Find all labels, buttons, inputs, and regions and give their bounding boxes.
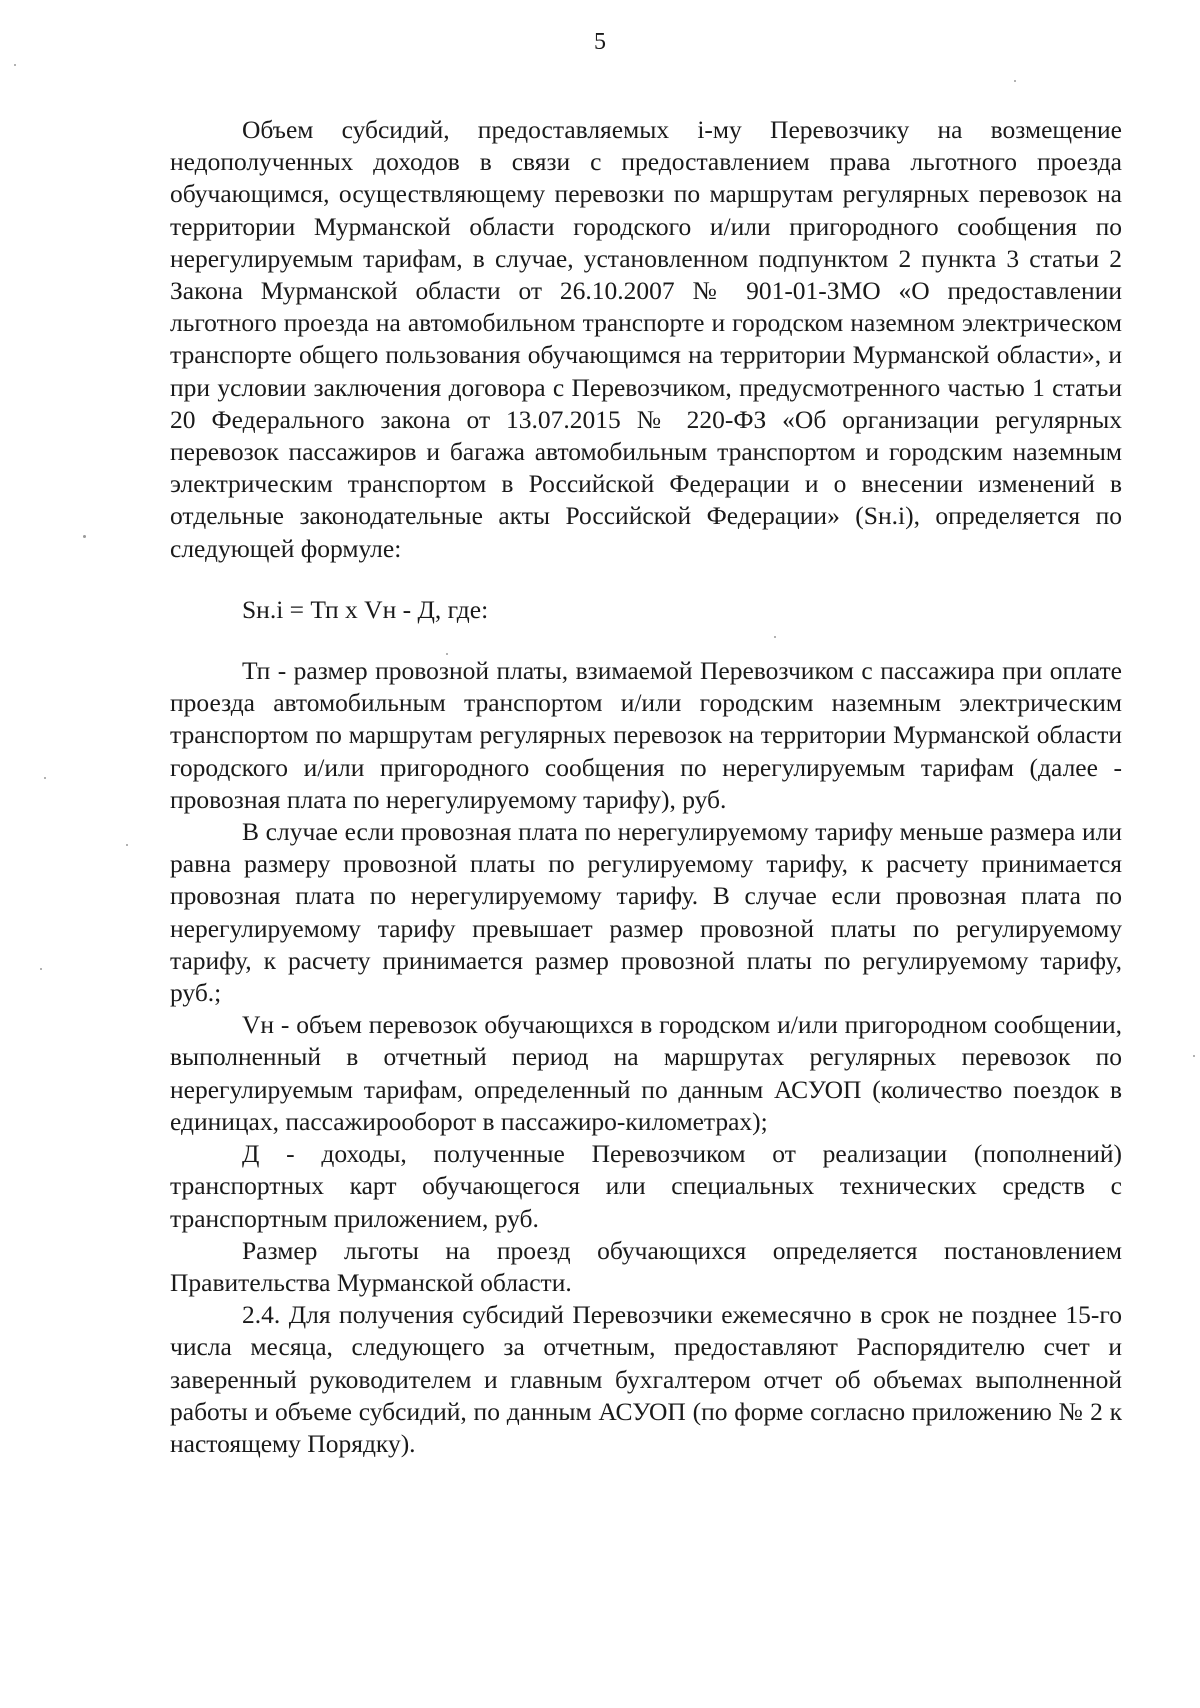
scan-speck	[83, 535, 86, 538]
paragraph-benefit-size: Размер льготы на проезд обучающихся определяется постановлением Правительства Мурманской области.	[170, 1235, 1122, 1297]
paragraph-tariff-comparison: В случае если провозная плата по нерегулируемому тарифу меньше размера или равна размеру провозной платы по регулируемому тарифу, к расчету принимается провозная плата по нерегулируемому тарифу. В случае если провозная плата по нерегулируемому тарифу превышает размер провозной платы по регулируемому тарифу, к расчету принимается размер провозной платы по регулируемому тарифу, руб.;	[170, 817, 1122, 1008]
scan-speck	[44, 777, 46, 779]
scan-speck	[446, 653, 448, 655]
document-body	[170, 114, 1122, 1460]
scan-speck	[1014, 80, 1016, 82]
paragraph-definition-vn: Vн - объем перевозок обучающихся в городском и/или пригородном сообщении, выполненный в отчетный период на маршрутах регулярных перевозок по нерегулируемым тарифам, определенный по данным АСУОП (количество поездок в единицах, пассажирооборот в пассажиро-километрах);	[170, 1010, 1122, 1136]
page-number: 5	[594, 29, 606, 55]
scan-speck	[14, 64, 16, 66]
paragraph-definition-d: Д - доходы, полученные Перевозчиком от реализации (пополнений) транспортных карт обучающегося или специальных технических средств с транспортным приложением, руб.	[170, 1139, 1122, 1233]
paragraph-subsidy-volume: Объем субсидий, предоставляемых i-му Перевозчику на возмещение недополученных доходов в связи с предоставлением права льготного проезда обучающимся, осуществляющему перевозки по маршрутам регулярных перевозок на территории Мурманской области городского и/или пригородного сообщения по нерегулируемым тарифам, в случае, установленном подпунктом 2 пункта 3 статьи 2 Закона Мурманской области от 26.10.2007 № 901-01-ЗМО «О предоставлении льготного проезда на автомобильном транспорте и городском наземном электрическом транспорте общего пользования обучающимся на территории Мурманской области», и при условии заключения договора с Перевозчиком, предусмотренного частью 1 статьи 20 Федерального закона от 13.07.2015 № 220-ФЗ «Об организации регулярных перевозок пассажиров и багажа автомобильным транспортом и городским наземным электрическим транспортом в Российской Федерации и о внесении изменений в отдельные законодательные акты Российской Федерации» (Sн.i), определяется по следующей формуле:	[170, 115, 1122, 563]
scan-speck	[774, 636, 776, 638]
scan-speck	[40, 968, 42, 970]
paragraph-clause-2-4: 2.4. Для получения субсидий Перевозчики ежемесячно в срок не позднее 15-го числа месяца, следующего за отчетным, предоставляют Распорядителю счет и заверенный руководителем и главным бухгалтером отчет об объемах выполненной работы и объеме субсидий, по данным АСУОП (по форме согласно приложению № 2 к настоящему Порядку).	[170, 1300, 1122, 1458]
formula-line: Sн.i = Тп х Vн - Д, где:	[242, 594, 489, 624]
scan-speck	[1193, 1055, 1195, 1057]
scan-speck	[126, 844, 128, 846]
paragraph-definition-tp: Тп - размер провозной платы, взимаемой Перевозчиком с пассажира при оплате проезда автомобильным транспортом и/или городским наземным электрическим транспортом по маршрутам регулярных перевозок на территории Мурманской области городского и/или пригородного сообщения по нерегулируемым тарифам (далее - провозная плата по нерегулируемому тарифу), руб.	[170, 656, 1122, 814]
